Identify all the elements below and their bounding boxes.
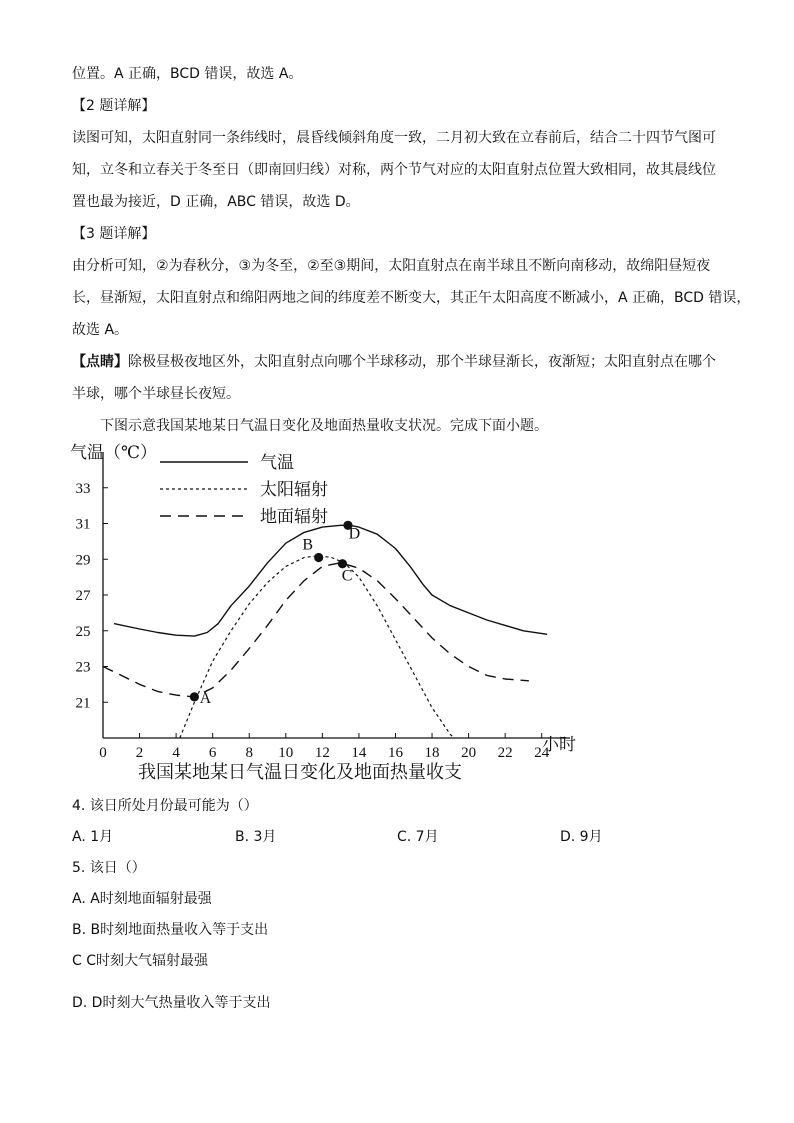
paragraph-line: 由分析可知，②为春秋分，③为冬至，②至③期间，太阳直射点在南半球且不断向南移动，故绵阳昼短夜 — [72, 258, 711, 274]
legend — [160, 453, 328, 526]
paragraph-line: 半球，哪个半球昼长夜短。 — [72, 386, 240, 402]
point-label: D — [348, 525, 361, 543]
y-tick-label: 31 — [75, 516, 91, 533]
q4-option-b[interactable]: B. 3月 — [235, 829, 277, 845]
point-label: B — [302, 536, 314, 554]
series-line-dotted — [180, 556, 458, 742]
x-tick-label: 22 — [497, 745, 513, 761]
q5-option-c[interactable]: C C时刻大气辐射最强 — [72, 953, 209, 969]
x-tick-label: 24 — [534, 745, 550, 761]
paragraph-line: 知，立冬和立春关于冬至日（即南回归线）对称，两个节气对应的太阳直射点位置大致相同，故其晨线位 — [72, 162, 716, 178]
series-line-dashed — [103, 563, 529, 697]
point-marker — [314, 553, 323, 562]
x-tick-label: 2 — [135, 745, 144, 761]
x-tick-label: 6 — [208, 745, 217, 761]
question-4: 4. 该日所处月份最可能为（） — [72, 798, 258, 814]
q5-option-d[interactable]: D. D时刻大气热量收入等于支出 — [72, 995, 271, 1011]
tip-label: 【点睛】 — [72, 354, 128, 370]
q5-option-b[interactable]: B. B时刻地面热量收入等于支出 — [72, 922, 269, 938]
point-label: A — [199, 690, 212, 708]
legend-label: 气温 — [260, 453, 294, 472]
q4-option-a[interactable]: A. 1月 — [72, 829, 114, 845]
x-tick-label: 14 — [351, 745, 367, 761]
temperature-chart — [60, 432, 590, 792]
q4-option-d[interactable]: D. 9月 — [560, 829, 603, 845]
tip-text: 除极昼极夜地区外，太阳直射点向哪个半球移动，那个半球昼渐长，夜渐短；太阳直射点在哪个 — [128, 354, 716, 370]
question-intro: 下图示意我国某地某日气温日变化及地面热量收支状况。完成下面小题。 — [100, 418, 548, 434]
y-tick-label: 29 — [75, 552, 91, 569]
x-tick-label: 18 — [424, 745, 440, 761]
question-5: 5. 该日（） — [72, 860, 146, 876]
tip-line — [72, 352, 716, 372]
paragraph-line: 位置。A 正确，BCD 错误，故选 A。 — [72, 66, 303, 82]
x-tick-label: 20 — [461, 745, 477, 761]
q4-option-c[interactable]: C. 7月 — [397, 829, 439, 845]
x-tick-label: 0 — [99, 745, 107, 761]
point-marker — [190, 692, 199, 701]
paragraph-line: 长，昼渐短，太阳直射点和绵阳两地之间的纬度差不断变大，其正午太阳高度不断减小，A 正确，BCD 错误， — [72, 290, 751, 306]
x-tick-label: 12 — [314, 745, 330, 761]
series-line-solid — [114, 525, 547, 636]
x-tick-label: 16 — [387, 745, 403, 761]
section-heading-2: 【2 题详解】 — [72, 98, 156, 114]
y-tick-label: 25 — [75, 623, 91, 640]
paragraph-line: 故选 A。 — [72, 322, 129, 338]
q5-option-a[interactable]: A. A时刻地面辐射最强 — [72, 891, 212, 907]
paragraph-line: 读图可知，太阳直射同一条纬线时，晨昏线倾斜角度一致，二月初大致在立春前后，结合二十四节气图可 — [72, 130, 716, 146]
y-tick-label: 23 — [75, 659, 91, 676]
y-tick-label: 21 — [75, 695, 91, 712]
x-tick-label: 4 — [172, 745, 180, 761]
point-label: C — [341, 567, 353, 585]
y-tick-label: 33 — [75, 480, 91, 497]
y-tick-label: 27 — [75, 588, 91, 604]
series-layer — [103, 525, 547, 741]
y-axis-label: 气温（℃） — [70, 443, 158, 462]
legend-label: 地面辐射 — [260, 507, 328, 526]
labelled-points — [190, 521, 360, 707]
x-tick-label: 8 — [245, 745, 253, 761]
x-axis-label: 小时 — [542, 735, 576, 754]
paragraph-line: 置也最为接近，D 正确，ABC 错误，故选 D。 — [72, 194, 360, 210]
legend-label: 太阳辐射 — [260, 480, 328, 499]
section-heading-3: 【3 题详解】 — [72, 226, 156, 242]
chart-title: 我国某地某日气温日变化及地面热量收支 — [138, 762, 462, 782]
x-tick-label: 10 — [278, 745, 294, 761]
